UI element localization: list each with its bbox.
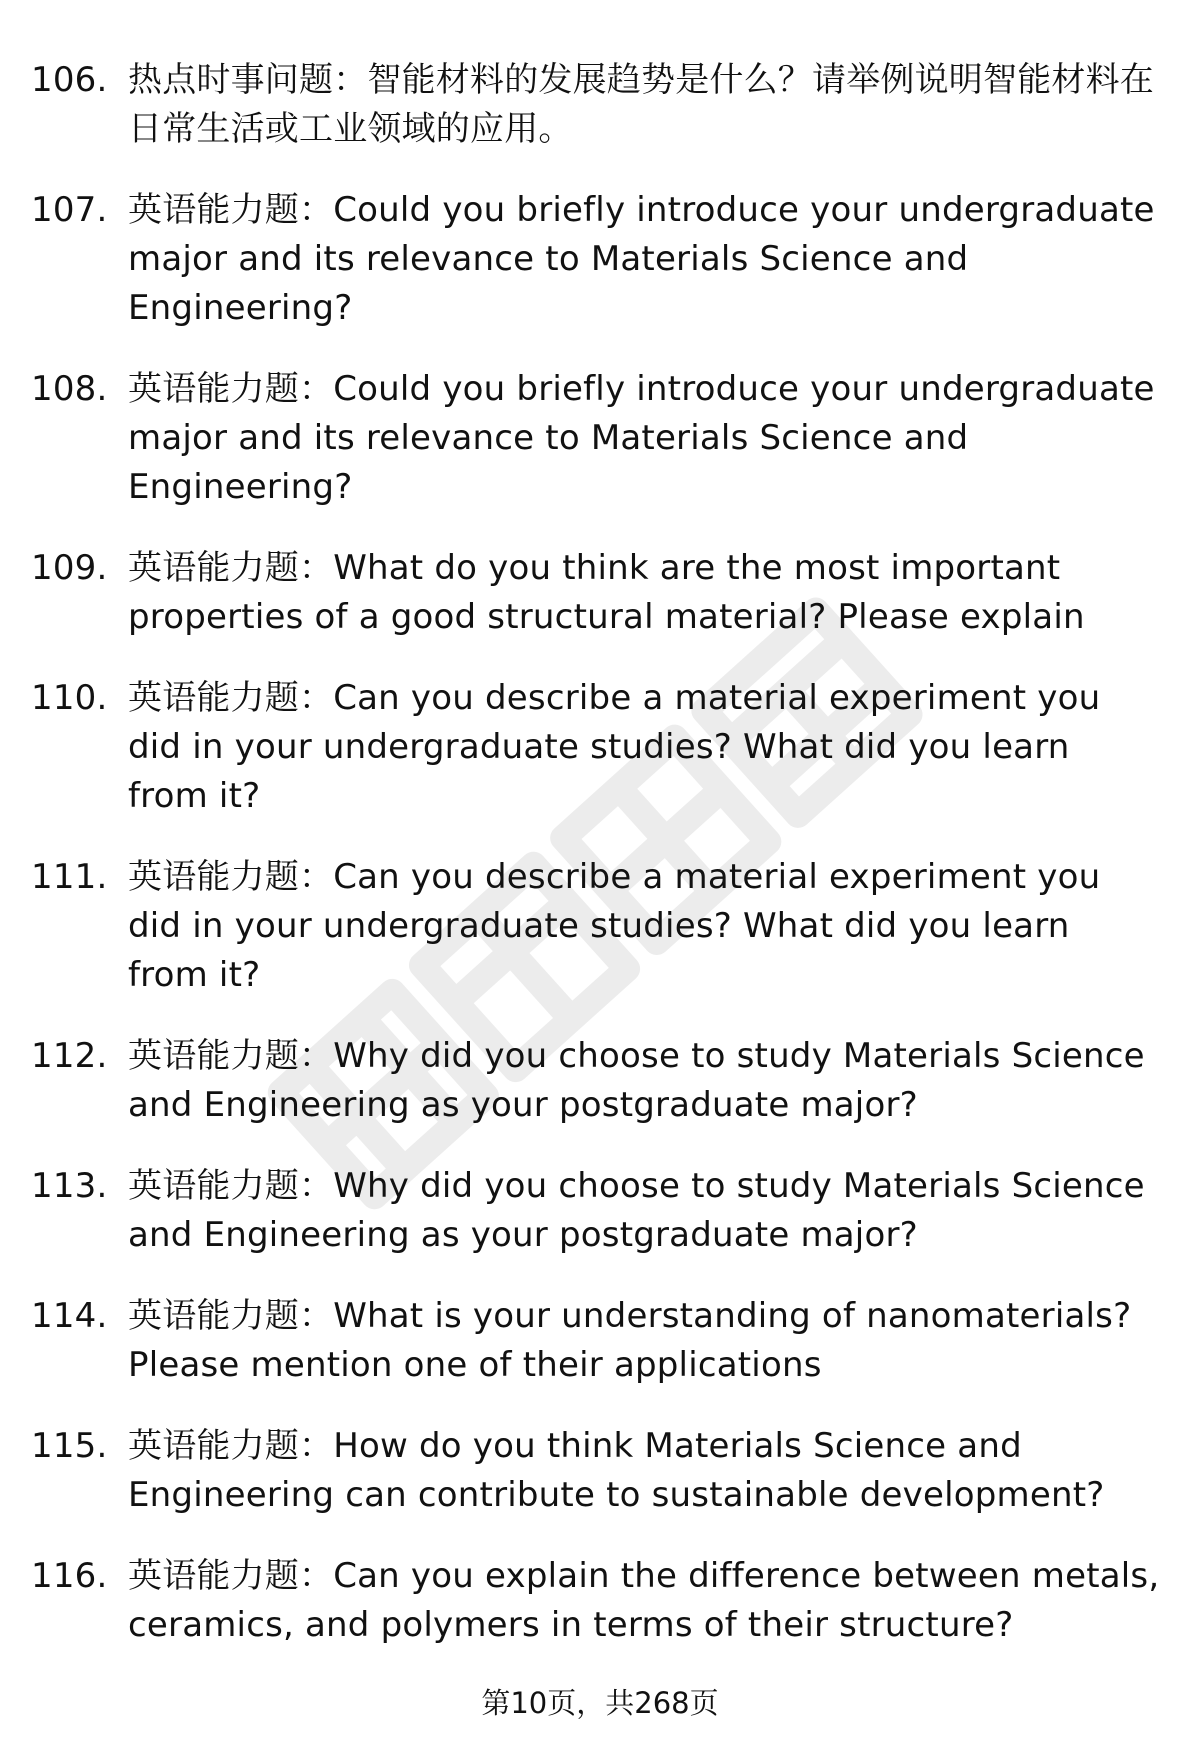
question-text: 英语能力题：Why did you choose to study Materials Science and Engineering as your postgraduate major? xyxy=(128,1166,1145,1255)
list-item xyxy=(0,1292,1200,1390)
question-text: 热点时事问题：智能材料的发展趋势是什么？请举例说明智能材料在日常生活或工业领域的应用。 xyxy=(128,60,1154,149)
question-text: 英语能力题：What do you think are the most important properties of a good structural material? Please explain xyxy=(128,548,1085,637)
list-item xyxy=(0,1552,1200,1650)
question-number: 106. xyxy=(31,60,108,100)
question-text: 英语能力题：What is your understanding of nanomaterials? Please mention one of their applications xyxy=(128,1296,1132,1385)
question-number: 111. xyxy=(31,857,108,897)
question-list xyxy=(0,56,1200,1682)
question-text: 英语能力题：Could you briefly introduce your undergraduate major and its relevance to Materials Science and Engineering? xyxy=(128,190,1155,328)
list-item xyxy=(0,853,1200,1000)
list-item xyxy=(0,56,1200,154)
list-item xyxy=(0,1162,1200,1260)
list-item xyxy=(0,186,1200,333)
list-item xyxy=(0,674,1200,821)
question-number: 114. xyxy=(31,1296,108,1336)
list-item xyxy=(0,365,1200,512)
question-number: 115. xyxy=(31,1426,108,1466)
question-text: 英语能力题：Can you describe a material experiment you did in your undergraduate studies? What did you learn from it? xyxy=(128,678,1101,816)
question-number: 108. xyxy=(31,369,108,409)
question-text: 英语能力题：How do you think Materials Science and Engineering can contribute to sustainable development? xyxy=(128,1426,1105,1515)
list-item xyxy=(0,1422,1200,1520)
question-text: 英语能力题：Why did you choose to study Materials Science and Engineering as your postgraduate major? xyxy=(128,1036,1145,1125)
question-number: 112. xyxy=(31,1036,108,1076)
question-number: 116. xyxy=(31,1556,108,1596)
question-text: 英语能力题：Can you explain the difference between metals, ceramics, and polymers in terms of their structure? xyxy=(128,1556,1160,1645)
question-number: 107. xyxy=(31,190,108,230)
list-item xyxy=(0,544,1200,642)
question-number: 113. xyxy=(31,1166,108,1206)
question-number: 109. xyxy=(31,548,108,588)
list-item xyxy=(0,1032,1200,1130)
question-text: 英语能力题：Can you describe a material experiment you did in your undergraduate studies? What did you learn from it? xyxy=(128,857,1101,995)
question-number: 110. xyxy=(31,678,108,718)
question-text: 英语能力题：Could you briefly introduce your undergraduate major and its relevance to Materials Science and Engineering? xyxy=(128,369,1155,507)
page-number-footer: 第10页，共268页 xyxy=(481,1686,719,1720)
